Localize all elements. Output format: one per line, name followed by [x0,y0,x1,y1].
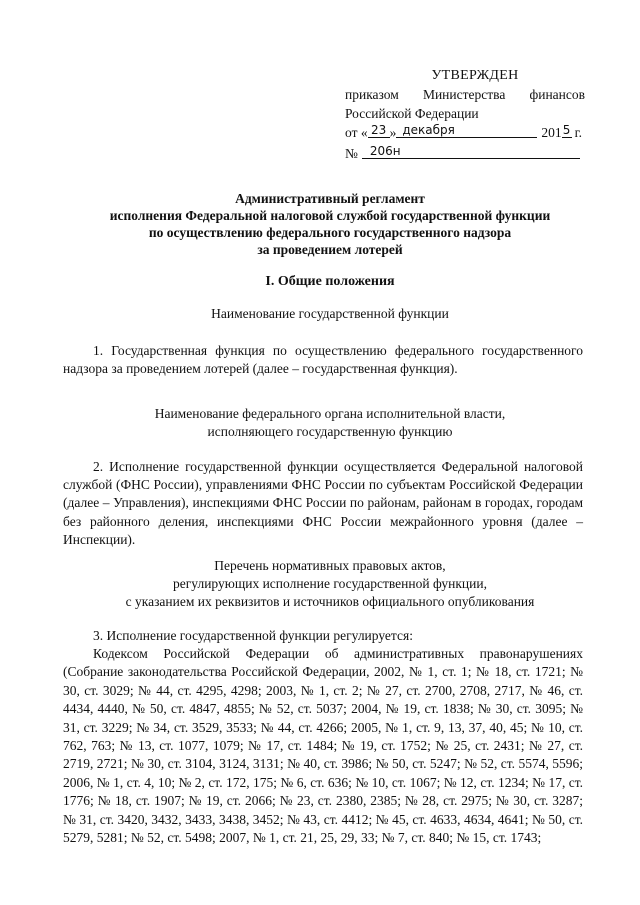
title-line-2: исполнения Федеральной налоговой службой государственной функции [109,208,551,223]
subheading-legal-acts-line-1: Перечень нормативных правовых актов, [214,558,446,573]
date-line [345,123,585,142]
number-prefix: № [345,146,358,161]
paragraph-4: Кодексом Российской Федерации об административных правонарушениях (Собрание законодательства Российской Федерации, 2002, № 1, ст. 1; № 18, ст. 1721; № 30, ст. 3029; № 44, ст. 4295, 4298; 2003, № 1, ст. 2; № 27, ст. 2700, 2708, 2717, № 46, ст. 4434, 4440, № 50, ст. 4847, 4855; № 52, ст. 5037; 2004, № 19, ст. 1838; № 30, ст. 3095; № 31, ст. 3229; № 34, ст. 3529, 3533; № 44, ст. 4266; 2005, № 1, ст. 9, 13, 37, 40, 45; № 10, ст. 762, 763; № 13, ст. 1077, 1079; № 17, ст. 1484; № 19, ст. 1752; № 25, ст. 2431; № 27, ст. 2719, 2721; № 30, ст. 3104, 3124, 3131; № 40, ст. 3986; № 50, ст. 5247; № 52, ст. 5574, 5596; 2006, № 1, ст. 4, 10; № 2, ст. 172, 175; № 6, ст. 636; № 10, ст. 1067; № 12, ст. 1234; № 17, ст. 1776; № 18, ст. 1907; № 19, ст. 2066; № 23, ст. 2380, 2385; № 28, ст. 2975; № 30, ст. 3287; № 31, ст. 3420, 3432, 3433, 3438, 3452; № 43, ст. 4412; № 45, ст. 4633, 4634, 4641; № 50, ст. 5279, 5281; № 52, ст. 5498; 2007, № 1, ст. 21, 25, 29, 33; № 7, ст. 840; № 15, ст. 1743; [63,646,583,846]
title-line-1: Административный регламент [235,191,425,206]
order-word: приказом [345,87,399,102]
date-month: декабря [396,123,537,138]
document-title [60,190,600,258]
year-suffix: г. [574,125,582,140]
date-day-close: » [389,125,397,140]
paragraph-2: 2. Исполнение государственной функции осуществляется Федеральной налоговой службой (ФНС России), управлениями ФНС России по субъектам Российской Федерации (далее – Управления), инспекциями ФНС России по районам, районам в городах, городам без районного деления, инспекциями ФНС России межрайонного уровня (далее – Инспекции). [63,459,583,547]
number-line [345,144,585,163]
subheading-authority-line-1: Наименование федерального органа исполнительной власти, [154,406,506,421]
federation-line: Российской Федерации [345,106,479,121]
ministry-word: Министерства [422,87,506,102]
subheading-function-name: Наименование государственной функции [211,306,449,321]
subheading-authority [60,405,600,441]
section-heading: I. Общие положения [265,274,395,289]
paragraph-1: 1. Государственная функция по осуществлению федерального государственного надзора за проведением лотерей (далее – государственная функция). [63,343,583,377]
order-line [345,85,585,104]
paragraph-3: 3. Исполнение государственной функции регулируется: [93,628,413,643]
subheading-legal-acts-line-2: регулирующих исполнение государственной функции, [173,576,487,591]
order-number: 206н [362,144,580,159]
finance-word: финансов [529,87,585,102]
date-prefix: от « [345,125,368,140]
title-line-3: по осуществлению федерального государственного надзора [148,225,512,240]
approval-block [345,66,585,163]
year-prefix: 201 [541,125,562,140]
subheading-legal-acts [60,557,600,611]
subheading-legal-acts-line-3: с указанием их реквизитов и источников официального опубликования [125,594,535,609]
year-digit: 5 [562,123,571,137]
title-line-4: за проведением лотерей [257,242,403,257]
date-day: 23 [368,123,390,138]
subheading-authority-line-2: исполняющего государственную функцию [207,424,453,439]
approved-label: УТВЕРЖДЕН [431,68,519,83]
